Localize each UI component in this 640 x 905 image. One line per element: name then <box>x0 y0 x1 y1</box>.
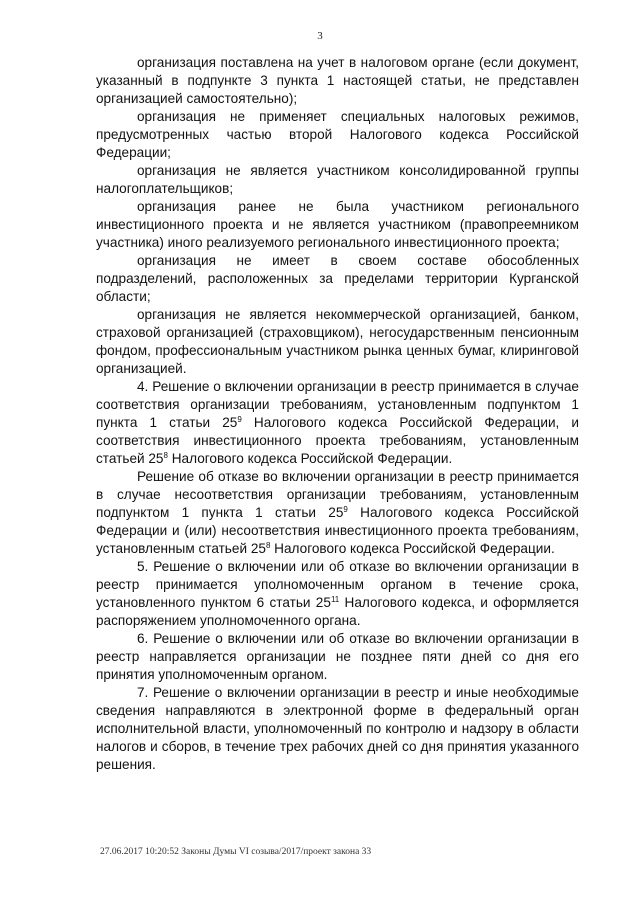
superscript: 9 <box>237 415 242 424</box>
paragraph <box>96 378 579 468</box>
paragraph-text: Налогового кодекса, и оформляется распоряжением уполномоченного органа. <box>96 595 579 628</box>
paragraph-text: организация не имеет в своем составе обособленных подразделений, расположенных за пределами территории Курганской области; <box>96 253 579 304</box>
superscript: 8 <box>163 451 168 460</box>
paragraph <box>96 558 579 630</box>
paragraph-text: 4. Решение о включении организации в реестр принимается в случае соответствия организации требованиям, установленным подпунктом 1 пункта 1 статьи 25 <box>96 379 579 430</box>
paragraph-text: организация не применяет специальных налоговых режимов, предусмотренных частью второй Налогового кодекса Российской Федерации; <box>96 109 579 160</box>
paragraph <box>96 684 579 774</box>
paragraph-text: 5. Решение о включении или об отказе во включении организации в реестр принимается уполномоченным органом в течение срока, установленного пунктом 6 статьи 25 <box>96 559 579 610</box>
paragraph-text: организация не является некоммерческой организацией, банком, страховой организацией (страховщиком), негосударственным пенсионным фондом, профессиональным участником рынка ценных бумаг, клиринговой организацией. <box>96 307 579 376</box>
superscript: 8 <box>265 541 271 550</box>
footer-stamp: 27.06.2017 10:20:52 Законы Думы VI созыва/2017/проект закона 33 <box>100 847 372 857</box>
page-number: 3 <box>317 30 323 42</box>
paragraph-text: Налогового кодекса Российской Федерации. <box>270 541 555 556</box>
paragraph-text: Налогового кодекса Российской Федерации. <box>167 451 453 466</box>
document-body <box>96 54 579 774</box>
paragraph <box>96 54 579 108</box>
paragraph <box>96 306 579 378</box>
paragraph <box>96 252 579 306</box>
paragraph-text: Налогового кодекса Российской Федерации и (или) несоответствия инвестиционного проекта требованиям, установленным статьей 25 <box>96 505 580 556</box>
paragraph-text: 7. Решение о включении организации в реестр и иные необходимые сведения направляются в электронной форме в федеральный орган исполнительной власти, уполномоченный по контролю и надзору в области налогов и сборов, в течение трех рабочих дней со дня принятия указанного решения. <box>96 685 579 772</box>
paragraph-text: организация поставлена на учет в налоговом органе (если документ, указанный в подпункте 3 пункта 1 настоящей статьи, не представлен организацией самостоятельно); <box>96 55 579 106</box>
paragraph <box>96 162 579 198</box>
superscript: 9 <box>343 505 348 514</box>
paragraph <box>96 468 579 558</box>
paragraph-text: организация не является участником консолидированной группы налогоплательщиков; <box>96 163 579 196</box>
paragraph-text: Решение об отказе во включении организации в реестр принимается в случае несоответствия организации требованиям, установленным подпунктом 1 пункта 1 статьи 25 <box>96 469 579 520</box>
paragraph-text: Налогового кодекса Российской Федерации, и соответствия инвестиционного проекта требованиям, установленным статьей 25 <box>96 415 579 466</box>
paragraph <box>96 108 579 162</box>
superscript: 11 <box>330 595 340 604</box>
paragraph-text: организация ранее не была участником регионального инвестиционного проекта и не является участником (правопреемником участника) иного реализуемого регионального инвестиционного проекта; <box>96 199 579 250</box>
paragraph <box>96 630 579 684</box>
paragraph <box>96 198 579 252</box>
paragraph-text: 6. Решение о включении или об отказе во включении организации в реестр направляется организации не позднее пяти дней со дня его принятия уполномоченным органом. <box>96 631 579 682</box>
